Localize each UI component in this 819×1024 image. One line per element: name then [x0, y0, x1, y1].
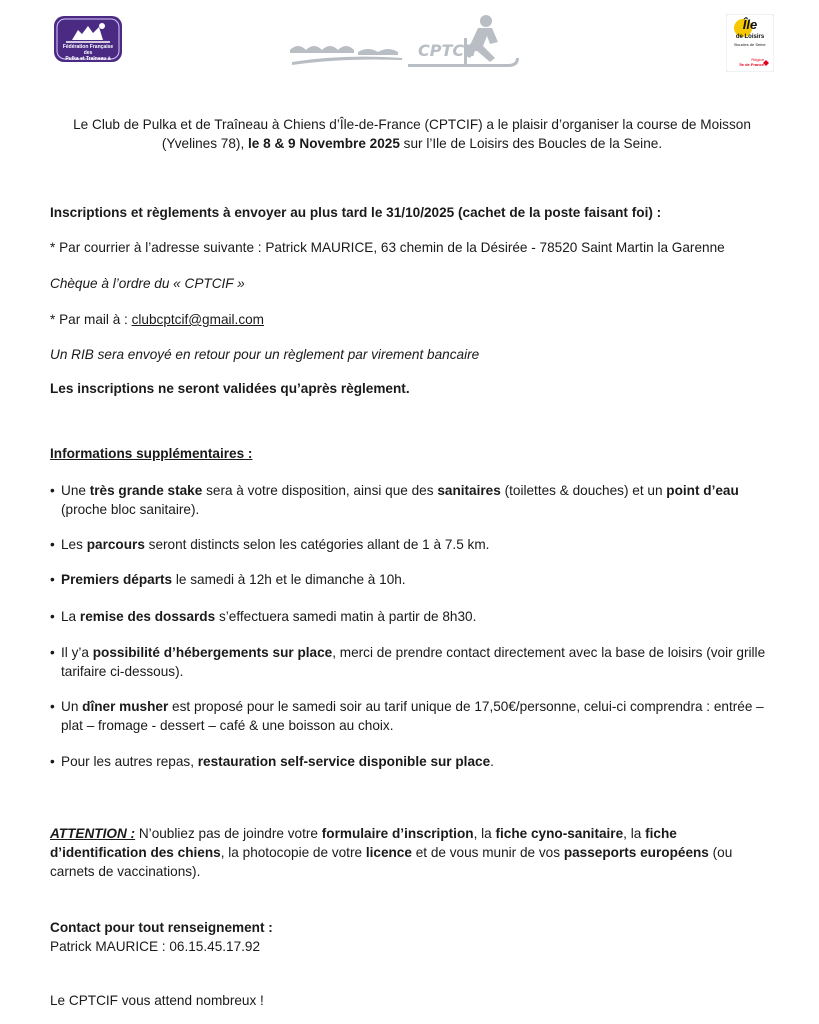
attention-paragraph: ATTENTION : N’oubliez pas de joindre votre formulaire d’inscription, la fiche cyno-sanitaire, la fiche d’identification des chiens, la photocopie de votre licence et de vous munir de vos passeports européens (ou carnets de vaccinations).: [50, 826, 733, 879]
intro-line-1: Le Club de Pulka et de Traîneau à Chiens d’Île-de-France (CPTCIF) a le plaisir d’organiser la course de Moisson: [73, 117, 751, 132]
info-heading: Informations supplémentaires :: [50, 446, 253, 461]
bullet-icon: •: [50, 609, 55, 624]
ile-de-loisirs-logo: [726, 14, 774, 72]
cptcif-logo: [288, 12, 532, 72]
ile-logo-line3: Boucles de Seine: [734, 42, 766, 47]
intro-line-2: [50, 134, 774, 153]
federation-logo-line2: Pulka et Traîneau à chiens: [65, 56, 111, 68]
email-link[interactable]: clubcptcif@gmail.com: [131, 312, 265, 327]
bullet-icon: •: [50, 754, 55, 769]
federation-logo: [52, 14, 124, 68]
registration-heading: Inscriptions et règlements à envoyer au plus tard le 31/10/2025 (cachet de la poste faisant foi) :: [50, 205, 662, 220]
intro-line-2-c: sur l’Ile de Loisirs des Boucles de la Seine.: [399, 136, 663, 151]
info-bullet-1: • Une très grande stake sera à votre disposition, ainsi que des sanitaires (toilettes & douches) et un point d’eau (proche bloc sanitaire).: [50, 483, 739, 517]
cptcif-logo-text: CPTCIF: [418, 41, 482, 60]
registration-rib: Un RIB sera envoyé en retour pour un règlement par virement bancaire: [50, 347, 480, 362]
registration-email-prefix: * Par mail à :: [50, 312, 132, 327]
closing-line: Le CPTCIF vous attend nombreux !: [50, 993, 264, 1008]
bullet-icon: •: [50, 572, 55, 587]
registration-validation: Les inscriptions ne seront validées qu’après règlement.: [50, 381, 410, 396]
bullet-icon: •: [50, 699, 55, 714]
contact-line: Patrick MAURICE : 06.15.45.17.92: [50, 939, 261, 954]
info-bullet-7: • Pour les autres repas, restauration self-service disponible sur place.: [50, 754, 494, 769]
registration-cheque: Chèque à l’ordre du « CPTCIF »: [50, 276, 245, 291]
intro-line-2-a: (Yvelines 78),: [161, 136, 249, 151]
intro-date: le 8 & 9 Novembre 2025: [248, 136, 400, 151]
info-bullet-6: • Un dîner musher est proposé pour le samedi soir au tarif unique de 17,50€/personne, celui-ci comprendra : entrée – plat – fromage - dessert – café & une boisson au choix.: [50, 699, 764, 733]
registration-mail: * Par courrier à l’adresse suivante : Patrick MAURICE, 63 chemin de la Désirée - 78520 Saint Martin la Garenne: [50, 240, 725, 255]
info-bullet-2: • Les parcours seront distincts selon les catégories allant de 1 à 7.5 km.: [50, 537, 490, 552]
ile-logo-word: Île: [742, 17, 758, 32]
contact-heading: Contact pour tout renseignement :: [50, 920, 273, 935]
info-bullet-4: • La remise des dossards s’effectuera samedi matin à partir de 8h30.: [50, 609, 477, 624]
info-bullet-3: • Premiers départs le samedi à 12h et le dimanche à 10h.: [50, 572, 406, 587]
registration-email-line: [50, 310, 774, 329]
info-bullet-5: • Il y’a possibilité d’hébergements sur place, merci de prendre contact directement avec la base de loisirs (voir grille tarifaire ci-dessous).: [50, 645, 766, 679]
attention-label: ATTENTION :: [50, 826, 136, 841]
federation-logo-line1: Fédération Française des: [62, 44, 114, 56]
region-logo-line1: Région: [751, 57, 764, 62]
sled-musher-icon: [288, 12, 532, 72]
bullet-icon: •: [50, 645, 55, 660]
region-logo-line2: Île de France: [739, 62, 764, 67]
bullet-icon: •: [50, 483, 55, 498]
ile-logo-line2: de Loisirs: [735, 34, 765, 40]
bullet-icon: •: [50, 537, 55, 552]
